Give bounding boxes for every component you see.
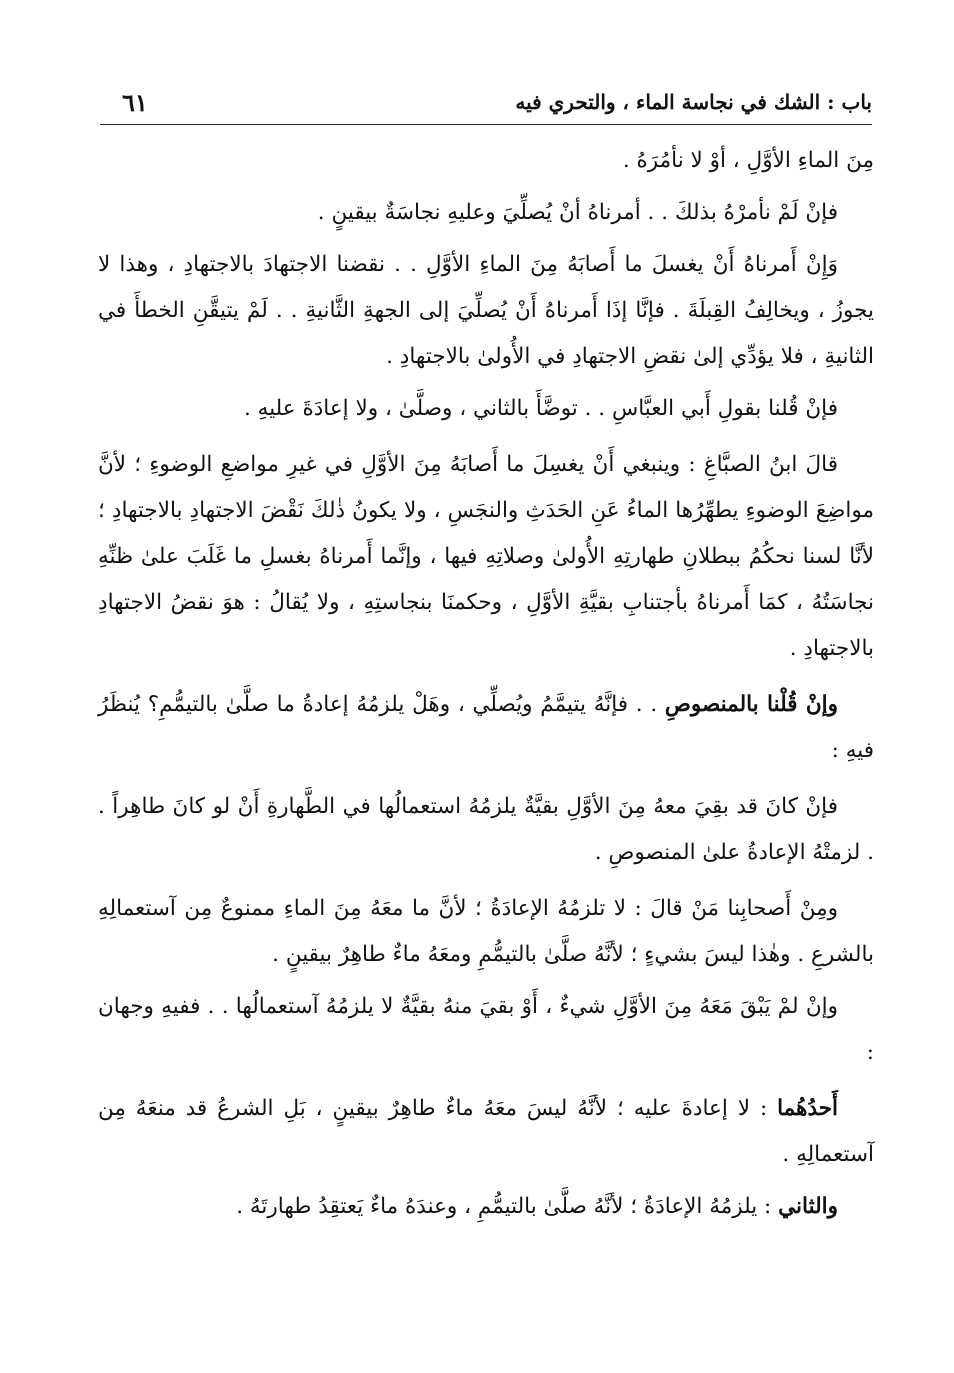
paragraph: [98, 1184, 874, 1230]
running-title: باب : الشك في نجاسة الماء ، والتحري فيه: [515, 90, 872, 114]
paragraph: [98, 386, 874, 432]
page-number: ٦١: [122, 88, 148, 117]
paragraph-text: وَإِنْ أَمرناهُ أَنْ يغسلَ ما أَصابَهُ مِنَ الماءِ الأوَّلِ . . نقضنا الاجتهادَ بالاجتهادِ ، وهذا لا يجوزُ ، ويخالِفُ القِبلَةَ . فإنَّا إذَا أَمرناهُ أَنْ يُصلِّيَ إلى الجهةِ الثَّانيةِ . . لَمْ يتيقَّنِ الخطأَ في الثانيةِ ، فلا يؤدِّي إلىٰ نقضِ الاجتهادِ في الأُولىٰ بالاجتهادِ .: [98, 252, 874, 369]
page-header: [100, 88, 872, 122]
paragraph-text: فإنْ كانَ قد بقِيَ معهُ مِنَ الأوَّلِ بقيَّةٌ يلزمُهُ استعمالُها في الطَّهارةِ أَنْ لو كانَ طاهِراً . . لزمتْهُ الإعادةُ علىٰ المنصوصِ .: [98, 794, 874, 865]
paragraph: [98, 138, 874, 184]
paragraph-lead: وإنْ قُلْنا بالمنصوصِ: [664, 692, 838, 717]
main-text: [98, 138, 874, 1236]
header-rule: [100, 124, 872, 125]
paragraph-text: : يلزمُهُ الإعادَةُ ؛ لأنَّهُ صلَّىٰ بالتيمُّمِ ، وعندَهُ ماءٌ يَعتقِدُ طهارتَهُ .: [236, 1194, 779, 1219]
paragraph: [98, 886, 874, 978]
paragraph: [98, 1086, 874, 1178]
paragraph-lead: والثاني: [778, 1194, 838, 1219]
paragraph-text: : لا إعادةَ عليه ؛ لأنَّهُ ليسَ معَهُ ماءٌ طاهِرٌ بيقينٍ ، بَلِ الشرعُ قد منعَهُ مِن آستعمالِهِ .: [98, 1096, 874, 1167]
paragraph: [98, 190, 874, 236]
paragraph-text: فإنْ لَمْ نأمرْهُ بذلكَ . . أمرناهُ أنْ يُصلِّيَ وعليهِ نجاسَةٌ بيقينٍ .: [317, 200, 838, 225]
paragraph-text: مِنَ الماءِ الأوَّلِ ، أوْ لا نأمُرَهُ .: [622, 148, 874, 173]
paragraph: [98, 442, 874, 672]
paragraph-text: . . فإنَّهُ يتيمَّمُ ويُصلِّي ، وهَلْ يلزمُهُ إعادةُ ما صلَّىٰ بالتيمُّمِ؟ يُنظَرُ فيهِ :: [98, 692, 874, 763]
paragraph: [98, 784, 874, 876]
paragraph-text: ومِنْ أَصحابِنا مَنْ قالَ : لا تلزمُهُ الإعادَةُ ؛ لأنَّ ما معَهُ مِنَ الماءِ ممنوعٌ مِن آستعمالِهِ بالشرعِ . وهٰذا ليسَ بشيءٍ ؛ لأنَّهُ صلَّىٰ بالتيمُّمِ ومعَهُ ماءٌ طاهِرٌ بيقينٍ .: [98, 896, 874, 967]
paragraph-text: قالَ ابنُ الصبَّاغِ : وينبغي أَنْ يغسِلَ ما أَصابَهُ مِنَ الأوَّلِ في غيرِ مواضعِ الوضوءِ ؛ لأنَّ مواضِعَ الوضوءِ يطهِّرُها الماءُ عَنِ الحَدَثِ والنجَسِ ، ولا يكونُ ذٰلكَ نَقْضَ الاجتهادِ بالاجتهادِ ؛ لأنَّا لسنا نحكُمُ ببطلانِ طهارتِهِ الأُولىٰ وصلاتِهِ فيها ، وإنَّما أَمرناهُ بغسلِ ما غَلَبَ علىٰ ظنِّهِ نجاسَتُهُ ، كمَا أَمرناهُ بأجتنابِ بقيَّةِ الأوَّلِ ، وحكمنَا بنجاستِهِ ، ولا يُقالُ : هوَ نقضُ الاجتهادِ بالاجتهادِ .: [98, 452, 874, 661]
paragraph-text: وإنْ لمْ يَبْقَ مَعَهُ مِنَ الأوَّلِ شيءٌ ، أَوْ بقيَ منهُ بقيَّةٌ لا يلزمُهُ آستعمالُها . . ففيهِ وجهان :: [98, 994, 874, 1065]
paragraph-text: فإنْ قُلنا بقولِ أَبي العبَّاسِ . . توضَّأَ بالثاني ، وصلَّىٰ ، ولا إعادَةَ عليهِ .: [244, 396, 838, 421]
paragraph: [98, 682, 874, 774]
paragraph: [98, 984, 874, 1076]
paragraph-lead: أَحدُهُما: [777, 1096, 838, 1121]
paragraph: [98, 242, 874, 380]
